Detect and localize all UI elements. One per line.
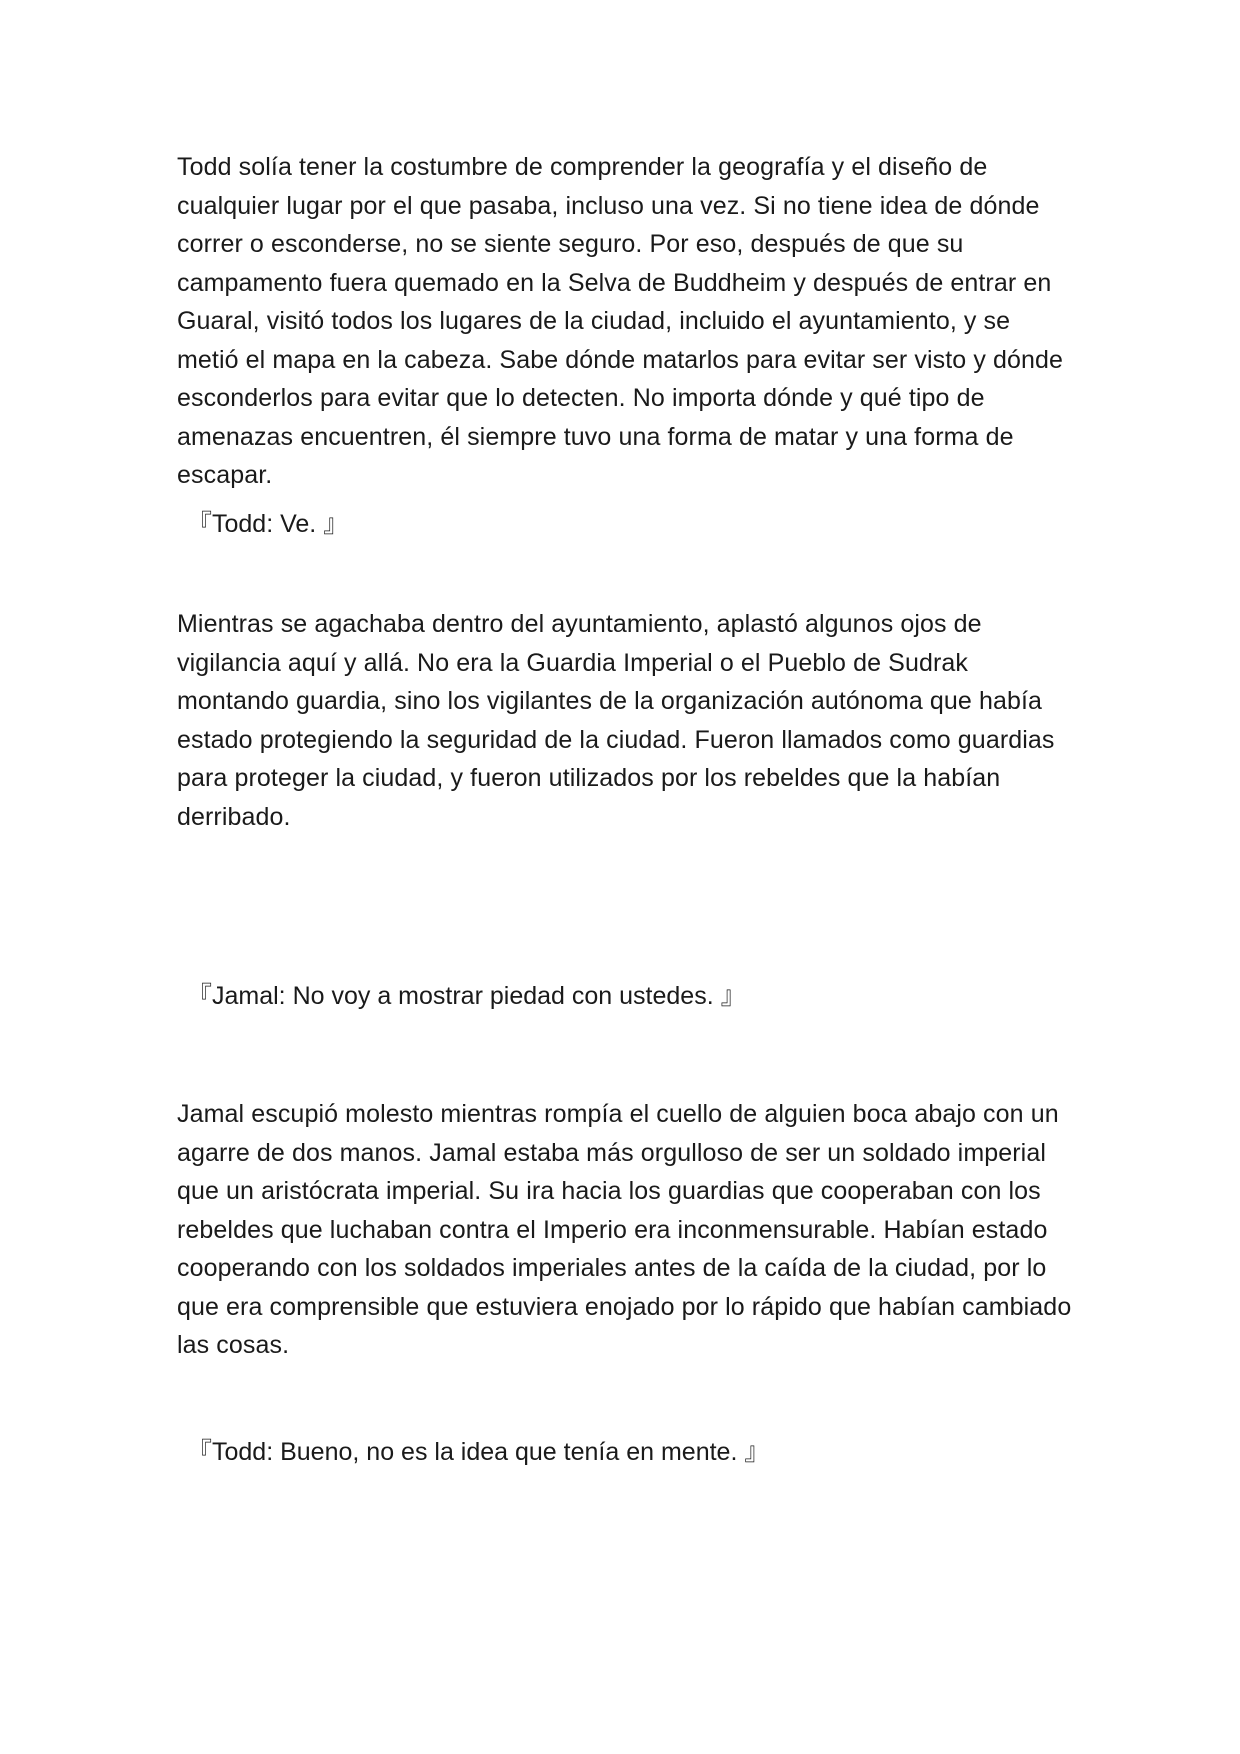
dialog-todd-idea: 『Todd: Bueno, no es la idea que tenía en mente. 』	[187, 1438, 770, 1466]
paragraph-todd-geography: Todd solía tener la costumbre de comprender la geografía y el diseño de cualquier lugar por el que pasaba, incluso una vez. Si no tiene idea de dónde correr o esconderse, no se siente seguro. Por eso, después de que su campamento fuera quemado en la Selva de Buddheim y después de entrar en Guaral, visitó todos los lugares de la ciudad, incluido el ayuntamiento, y se metió el mapa en la cabeza. Sabe dónde matarlos para evitar ser visto y dónde esconderlos para evitar que lo detecten. No importa dónde y qué tipo de amenazas encuentren, él siempre tuvo una forma de matar y una forma de escapar.	[177, 153, 1063, 489]
dialog-jamal-piedad: 『Jamal: No voy a mostrar piedad con ustedes. 』	[187, 982, 746, 1010]
paragraph-jamal-anger: Jamal escupió molesto mientras rompía el cuello de alguien boca abajo con un agarre de dos manos. Jamal estaba más orgulloso de ser un soldado imperial que un aristócrata imperial. Su ira hacia los guardias que cooperaban con los rebeldes que luchaban contra el Imperio era inconmensurable. Habían estado cooperando con los soldados imperiales antes de la caída de la ciudad, por lo que era comprensible que estuviera enojado por lo rápido que habían cambiado las cosas.	[177, 1100, 1072, 1359]
dialog-todd-ve: 『Todd: Ve. 』	[187, 510, 349, 538]
paragraph-surveillance: Mientras se agachaba dentro del ayuntamiento, aplastó algunos ojos de vigilancia aquí y allá. No era la Guardia Imperial o el Pueblo de Sudrak montando guardia, sino los vigilantes de la organización autónoma que había estado protegiendo la seguridad de la ciudad. Fueron llamados como guardias para proteger la ciudad, y fueron utilizados por los rebeldes que la habían derribado.	[177, 610, 1055, 831]
